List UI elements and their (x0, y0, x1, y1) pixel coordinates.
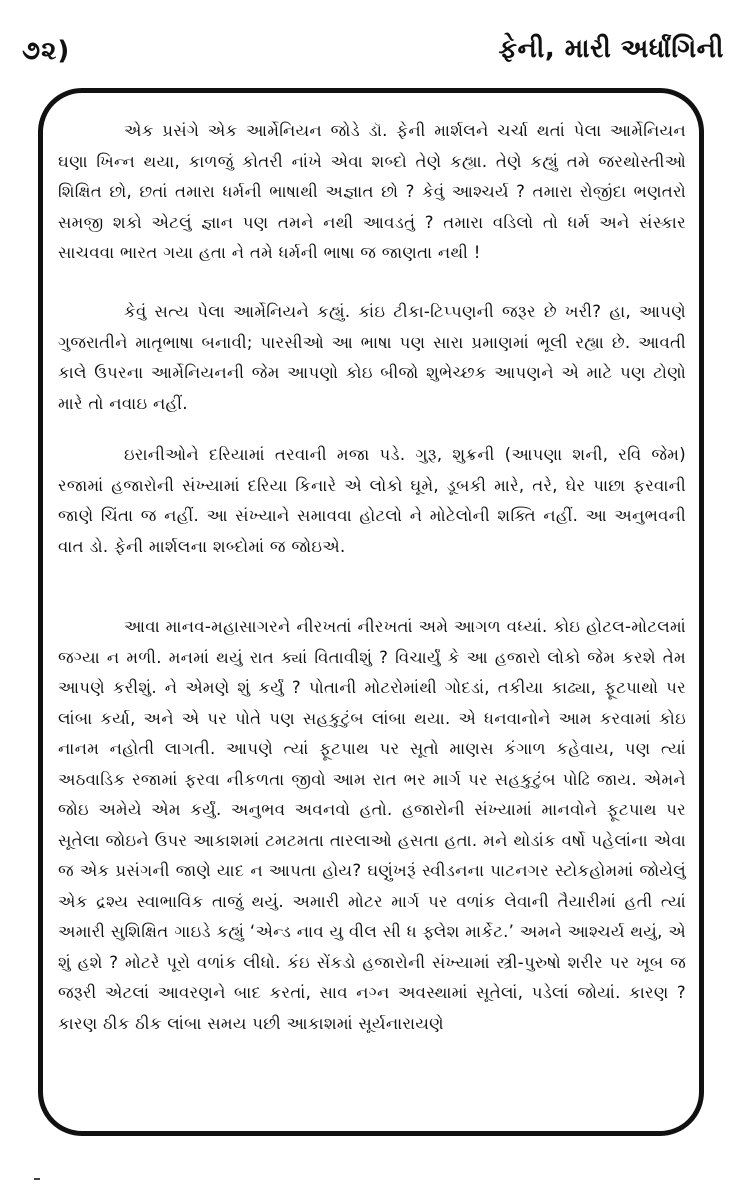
running-title: ફેની, મારી અર્ધાંગિની (498, 34, 724, 64)
page-header (0, 0, 746, 80)
print-speck (34, 1178, 40, 1180)
body-paragraph-1: એક પ્રસંગે એક આર્મેનિયન જોડે ડૉ. ફેની માર્શલને ચર્ચા થતાં પેલા આર્મેનિયન ઘણા ખિન્ન થયા, કાળજું કોતરી નાંખે એવા શબ્દો તેણે કહ્યા. તેણે કહ્યું તમે જરથોસ્તીઓ શિક્ષિત છો, છતાં તમારા ધર્મની ભાષાથી અજ્ઞાત છો ? કેવું આશ્ચર્ય ? તમારા રોજીંદા ભણતરો સમજી શકો એટલું જ્ઞાન પણ તમને નથી આવડતું ? તમારા વડિલો તો ધર્મ અને સંસ્કાર સાચવવા ભારત ગયા હતા ને તમે ધર્મની ભાષા જ જાણતા નથી ! (58, 121, 686, 262)
page-number: ૭૨) (22, 36, 71, 66)
body-paragraph-4: આવા માનવ-મહાસાગરને નીરખતાં નીરખતાં અમે આગળ વધ્યાં. કોઇ હોટલ-મોટલમાં જગ્યા ન મળી. મનમાં થયું રાત ક્યાં વિતાવીશું ? વિચાર્યું કે આ હજારો લોકો જેમ કરશે તેમ આપણે કરીશું. ને એમણે શું કર્યું ? પોતાની મોટરોમાંથી ગોદડાં, તકીયા કાઢ્યા, ફૂટપાથો પર લાંબા કર્યા, અને એ પર પોતે પણ સહકુટુંબ લાંબા થયા. એ ધનવાનોને આમ કરવામાં કોઇ નાનમ નહોતી લાગતી. આપણે ત્યાં ફૂટપાથ પર સૂતો માણસ કંગાળ કહેવાય, પણ ત્યાં અઠવાડિક રજામાં ફરવા નીકળતા જીવો આમ રાત ભર માર્ગ પર સહકુટુંબ પોઢિ જાય. એમને જોઇ અમેયે એમ કર્યું. અનુભવ અવનવો હતો. હજારોની સંખ્યામાં માનવોને ફૂટપાથ પર સૂતેલા જોઇને ઉપર આકાશમાં ટમટમતા તારલાઓ હસતા હતા. મને થોડાંક વર્ષો પહેલાંના એવા જ એક પ્રસંગની જાણે યાદ ન આપતા હોય? ઘણુંખરૂં સ્વીડનના પાટનગર સ્ટોકહોમમાં જોયેલું એક દ્રશ્ય સ્વાભાવિક તાજું થયું. અમારી મોટર માર્ગ પર વળાંક લેવાની તૈયારીમાં હતી ત્યાં અમારી સુશિક્ષિત ગાઇડે કહ્યું ‘એન્ડ નાવ યુ વીલ સી ધ ફ્લેશ માર્કેટ.’ અમને આશ્ચર્ય થયું, એ શું હશે ? મોટરે પૂરો વળાંક લીધો. કંઇ સેંકડો હજારોની સંખ્યામાં સ્ત્રી-પુરુષો શરીર પર ખૂબ જ જરૂરી એટલાં આવરણને બાદ કરતાં, સાવ નગ્ન અવસ્થામાં સૂતેલાં, પડેલાં જોયાં. કારણ ? કારણ ઠીક ઠીક લાંબા સમય પછી આકાશમાં સૂર્યનારાયણે (58, 617, 686, 1033)
body-paragraph-2: કેવું સત્ય પેલા આર્મેનિયને કહ્યું. કાંઇ ટીકા-ટિપ્પણની જરૂર છે ખરી? હા, આપણે ગુજરાતીને માતૃભાષા બનાવી; પારસીઓ આ ભાષા પણ સારા પ્રમાણમાં ભૂલી રહ્યા છે. આવતી કાલે ઉપરના આર્મેનિયનની જેમ આપણો કોઇ બીજો શુભેચ્છક આપણને એ માટે પણ ટોણો મારે તો નવાઇ નહીં. (58, 302, 686, 413)
body-paragraph-3: ઇરાનીઓને દરિયામાં તરવાની મજા પડે. ગુરૂ, શુક્રની (આપણા શની, રવિ જેમ) રજામાં હજારોની સંખ્યામાં દરિયા કિનારે એ લોકો ઘૂમે, ડૂબકી મારે, તરે, ઘેર પાછા ફરવાની જાણે ચિંતા જ નહીં. આ સંખ્યાને સમાવવા હોટલો ને મોટેલોની શક્તિ નહીં. આ અનુભવની વાત ડો. ફેની માર્શલના શબ્દોમાં જ જોઇએ. (58, 445, 686, 556)
